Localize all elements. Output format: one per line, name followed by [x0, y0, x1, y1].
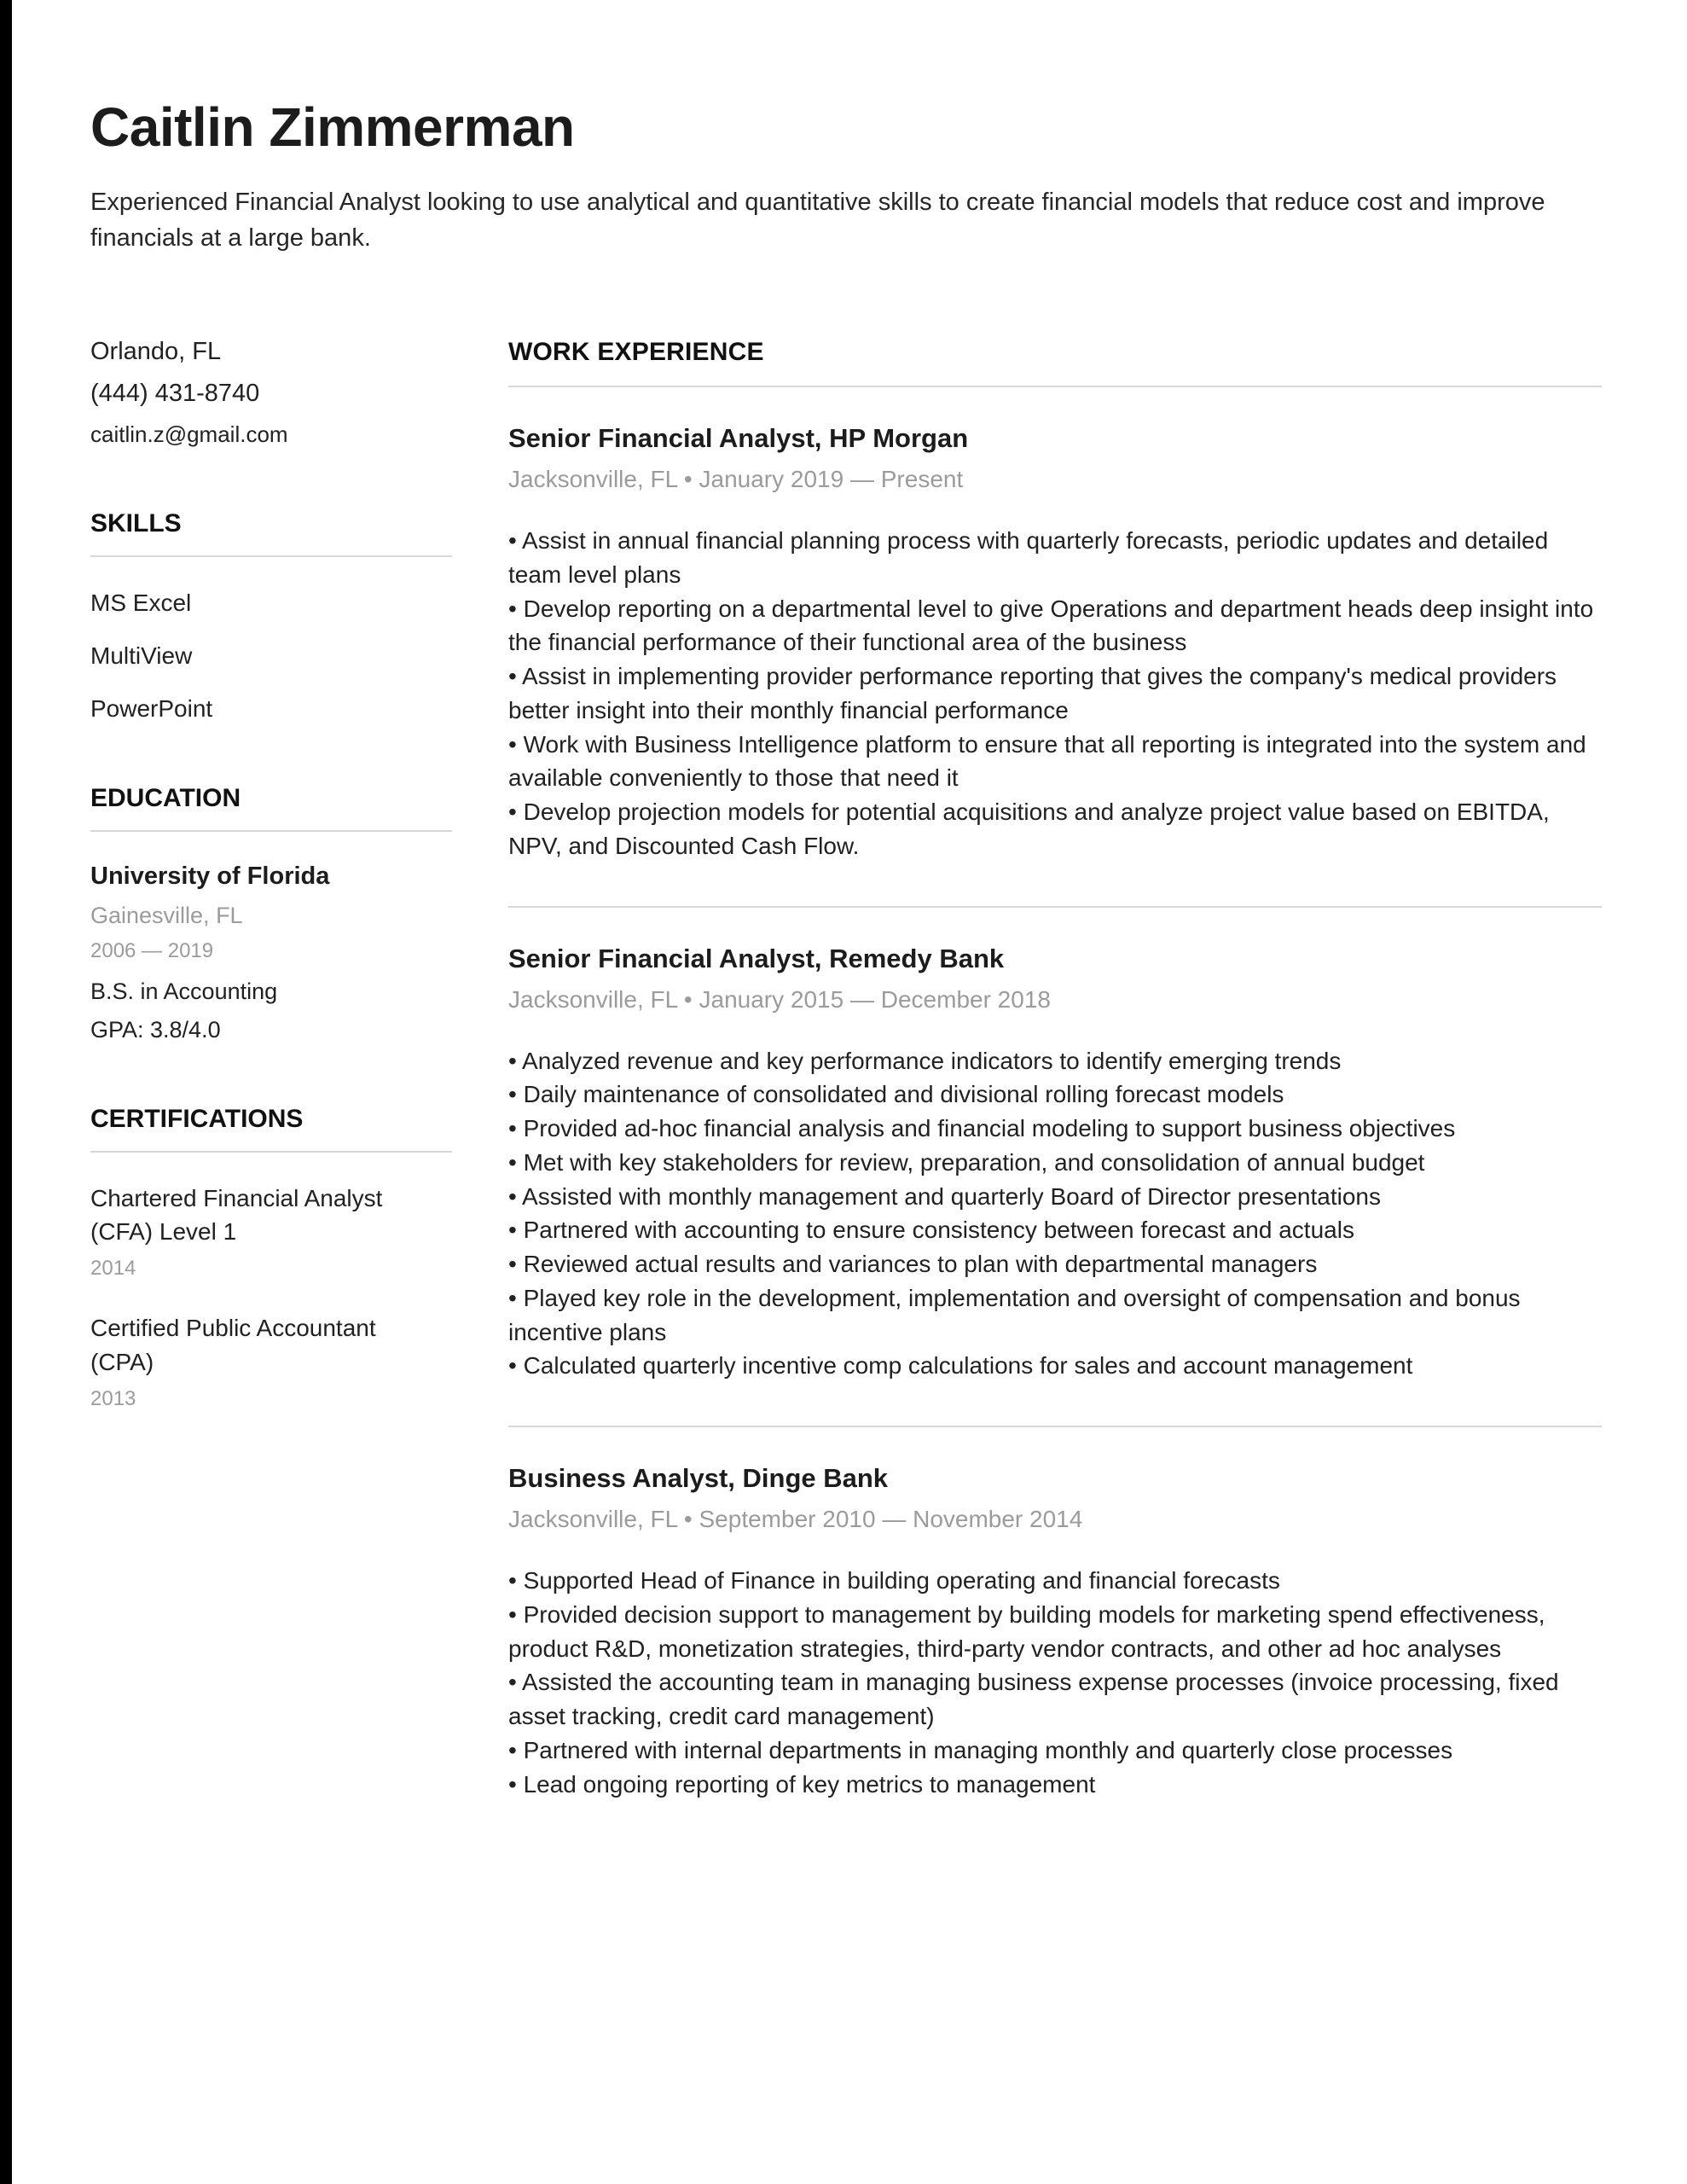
education-rule [90, 830, 452, 832]
job-bullet: • Work with Business Intelligence platform to ensure that all reporting is integrated into the system and available conveniently to those that need it [508, 728, 1602, 796]
job-entry [508, 1463, 1602, 1801]
job-bullet: • Daily maintenance of consolidated and divisional rolling forecast models [508, 1077, 1602, 1112]
resume-header [90, 96, 1602, 256]
contact-email: caitlin.z@gmail.com [90, 421, 288, 448]
job-bullets [508, 1564, 1602, 1801]
certifications-heading: CERTIFICATIONS [90, 1105, 304, 1134]
job-bullet: • Lead ongoing reporting of key metrics to management [508, 1768, 1602, 1802]
education-entry [90, 863, 452, 1043]
skills-heading: SKILLS [90, 509, 182, 538]
certification-title: Certified Public Accountant (CPA) [90, 1315, 376, 1375]
job-bullet: • Reviewed actual results and variances to plan with departmental managers [508, 1247, 1602, 1281]
certification-year: 2013 [90, 1386, 136, 1410]
education-heading: EDUCATION [90, 784, 241, 813]
resume-name: Caitlin Zimmerman [90, 96, 575, 158]
job-title: Senior Financial Analyst, Remedy Bank [508, 943, 1005, 973]
resume-columns [90, 338, 1602, 1801]
resume-summary: Experienced Financial Analyst looking to use analytical and quantitative skills to create financial models that reduce cost and improve financials at a large bank. [90, 189, 1545, 253]
certification-entry [90, 1182, 452, 1281]
work-experience-heading: WORK EXPERIENCE [508, 338, 764, 367]
job-meta: Jacksonville, FL • January 2019 — Present [508, 466, 964, 493]
certifications-section [90, 1105, 452, 1411]
skills-list [90, 590, 452, 723]
contact-block [90, 338, 452, 448]
job-bullet: • Assist in annual financial planning process with quarterly forecasts, periodic updates and detailed team level plans [508, 524, 1602, 592]
skill-item: MS Excel [90, 590, 192, 617]
job-bullet: • Analyzed revenue and key performance indicators to identify emerging trends [508, 1044, 1602, 1078]
job-entry [508, 423, 1602, 863]
job-bullets [508, 524, 1602, 863]
job-title: Business Analyst, Dinge Bank [508, 1463, 889, 1494]
job-separator [508, 1426, 1602, 1427]
skills-rule [90, 555, 452, 557]
job-bullet: • Supported Head of Finance in building operating and financial forecasts [508, 1564, 1602, 1598]
contact-location: Orlando, FL [90, 338, 222, 366]
job-title: Senior Financial Analyst, HP Morgan [508, 423, 969, 454]
job-bullet: • Calculated quarterly incentive comp calculations for sales and account management [508, 1349, 1602, 1383]
job-bullet: • Provided decision support to management by building models for marketing spend effectiveness, product R&D, monetization strategies, third-party vendor contracts, and other ad hoc analyses [508, 1598, 1602, 1666]
certifications-rule [90, 1151, 452, 1153]
education-school: University of Florida [90, 863, 330, 891]
job-meta: Jacksonville, FL • September 2010 — November 2014 [508, 1506, 1083, 1533]
certification-entry [90, 1311, 452, 1410]
job-meta: Jacksonville, FL • January 2015 — December 2018 [508, 985, 1051, 1013]
certification-year: 2014 [90, 1257, 136, 1281]
education-gpa: GPA: 3.8/4.0 [90, 1017, 221, 1043]
education-dates: 2006 — 2019 [90, 939, 214, 963]
sidebar [90, 338, 452, 1801]
job-entry [508, 944, 1602, 1384]
job-bullet: • Met with key stakeholders for review, preparation, and consolidation of annual budget [508, 1146, 1602, 1180]
job-bullet: • Assisted the accounting team in managing business expense processes (invoice processing, fixed asset tracking, credit card management) [508, 1665, 1602, 1734]
job-bullet: • Provided ad-hoc financial analysis and financial modeling to support business objectives [508, 1112, 1602, 1146]
skill-item: MultiView [90, 642, 193, 670]
job-bullet: • Partnered with internal departments in managing monthly and quarterly close processes [508, 1734, 1602, 1768]
job-bullet: • Assisted with monthly management and quarterly Board of Director presentations [508, 1180, 1602, 1214]
skill-item: PowerPoint [90, 695, 213, 723]
work-experience-column [508, 338, 1602, 1801]
job-bullet: • Partnered with accounting to ensure consistency between forecast and actuals [508, 1213, 1602, 1247]
education-degree: B.S. in Accounting [90, 979, 278, 1005]
job-bullets [508, 1044, 1602, 1384]
job-bullet: • Develop reporting on a departmental level to give Operations and department heads deep insight into the financial performance of their functional area of the business [508, 592, 1602, 660]
left-accent-bar [0, 0, 12, 2184]
work-experience-rule [508, 386, 1602, 387]
education-section [90, 784, 452, 1043]
certification-title: Chartered Financial Analyst (CFA) Level 1 [90, 1185, 383, 1246]
skills-section [90, 509, 452, 723]
job-bullet: • Played key role in the development, implementation and oversight of compensation and bonus incentive plans [508, 1281, 1602, 1350]
contact-phone: (444) 431-8740 [90, 380, 260, 408]
job-separator [508, 906, 1602, 908]
certifications-list [90, 1182, 452, 1411]
job-bullet: • Assist in implementing provider performance reporting that gives the company's medical providers better insight into their monthly financial performance [508, 659, 1602, 728]
job-bullet: • Develop projection models for potential acquisitions and analyze project value based on EBITDA, NPV, and Discounted Cash Flow. [508, 795, 1602, 863]
education-location: Gainesville, FL [90, 903, 243, 929]
